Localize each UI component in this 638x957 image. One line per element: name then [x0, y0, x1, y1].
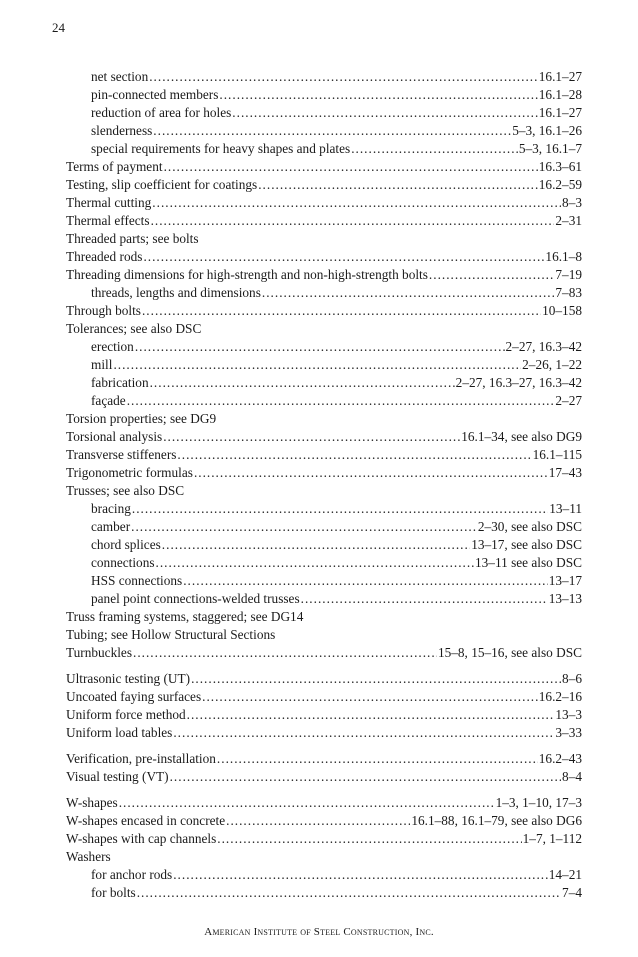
index-page-reference: 14–21 — [548, 867, 582, 882]
index-term: mill — [91, 357, 113, 372]
index-term: special requirements for heavy shapes and plates — [91, 141, 351, 156]
index-term: connections — [91, 555, 155, 570]
index-entry — [66, 750, 582, 768]
dot-leader — [113, 356, 521, 374]
index-term: Trigonometric formulas — [66, 465, 193, 480]
index-term: fabrication — [91, 375, 149, 390]
index-term: bracing — [91, 501, 131, 516]
index-term: for anchor rods — [91, 867, 173, 882]
dot-leader — [163, 428, 460, 446]
index-entry — [66, 158, 582, 176]
index-page-reference: 16.1–8 — [545, 249, 582, 264]
index-entry — [66, 626, 582, 644]
index-entry — [66, 608, 582, 626]
index-entry — [66, 428, 582, 446]
index-page-reference: 2–30, see also DSC — [477, 519, 582, 534]
index-page-reference: 5–3, 16.1–26 — [512, 123, 582, 138]
index-term: erection — [91, 339, 134, 354]
index-term: Torsional analysis — [66, 429, 163, 444]
index-entry — [66, 248, 582, 266]
dot-leader — [183, 572, 548, 590]
dot-leader — [187, 706, 555, 724]
dot-leader — [156, 554, 474, 572]
index-term: Washers — [66, 849, 111, 864]
index-term: Truss framing systems, staggered; see DG14 — [66, 609, 304, 624]
index-page-reference: 16.2–43 — [538, 751, 582, 766]
dot-leader — [226, 812, 410, 830]
index-term: Tolerances; see also DSC — [66, 321, 202, 336]
dot-leader — [143, 248, 544, 266]
index-term: W-shapes with cap channels — [66, 831, 217, 846]
index-subentry — [66, 68, 582, 86]
index-page-reference: 2–31 — [555, 213, 582, 228]
index-entry — [66, 706, 582, 724]
index-page-reference: 3–33 — [555, 725, 582, 740]
index-term: Ultrasonic testing (UT) — [66, 671, 191, 686]
dot-leader — [301, 590, 548, 608]
index-term: Terms of payment — [66, 159, 163, 174]
dot-leader — [142, 302, 541, 320]
index-subentry — [66, 374, 582, 392]
index-page-reference: 1–3, 1–10, 17–3 — [495, 795, 582, 810]
index-term: panel point connections-welded trusses — [91, 591, 300, 606]
index-entry — [66, 794, 582, 812]
dot-leader — [258, 176, 538, 194]
index-subentry — [66, 356, 582, 374]
index-term: Thermal cutting — [66, 195, 152, 210]
dot-leader — [177, 446, 531, 464]
index-page-reference: 2–26, 1–22 — [522, 357, 582, 372]
index-page-reference: 16.2–16 — [538, 689, 582, 704]
index-entry — [66, 812, 582, 830]
index-term: chord splices — [91, 537, 161, 552]
index-list — [66, 68, 582, 902]
index-page-reference: 13–11 — [549, 501, 582, 516]
index-entry — [66, 266, 582, 284]
page-number: 24 — [52, 20, 65, 35]
index-term: Testing, slip coefficient for coatings — [66, 177, 258, 192]
index-entry — [66, 688, 582, 706]
index-entry — [66, 830, 582, 848]
dot-leader — [132, 500, 548, 518]
index-term: pin-connected members — [91, 87, 219, 102]
dot-leader — [135, 338, 505, 356]
index-page-reference: 16.1–27 — [538, 105, 582, 120]
index-term: W-shapes encased in concrete — [66, 813, 226, 828]
index-term: Visual testing (VT) — [66, 769, 169, 784]
index-entry — [66, 410, 582, 428]
index-page-reference: 17–43 — [548, 465, 582, 480]
index-page-reference: 16.1–34, see also DG9 — [461, 429, 582, 444]
index-entry — [66, 644, 582, 662]
index-term: Tubing; see Hollow Structural Sections — [66, 627, 276, 642]
dot-leader — [429, 266, 554, 284]
dot-leader — [164, 158, 538, 176]
index-page-reference: 16.1–27 — [538, 69, 582, 84]
index-subentry — [66, 338, 582, 356]
index-page-reference: 2–27, 16.3–42 — [505, 339, 582, 354]
index-entry — [66, 724, 582, 742]
dot-leader — [151, 212, 555, 230]
index-page-reference: 8–6 — [562, 671, 582, 686]
index-term: HSS connections — [91, 573, 183, 588]
index-term: façade — [91, 393, 126, 408]
index-page-reference: 2–27, 16.3–27, 16.3–42 — [455, 375, 582, 390]
index-subentry — [66, 104, 582, 122]
index-subentry — [66, 866, 582, 884]
index-page-reference: 16.3–61 — [538, 159, 582, 174]
index-page-reference: 15–8, 15–16, see also DSC — [437, 645, 582, 660]
index-term: Uncoated faying surfaces — [66, 689, 202, 704]
index-entry — [66, 176, 582, 194]
index-term: threads, lengths and dimensions — [91, 285, 261, 300]
index-term: Thermal effects — [66, 213, 150, 228]
dot-leader — [137, 884, 561, 902]
index-page-reference: 13–13 — [548, 591, 582, 606]
index-page-reference: 13–17, see also DSC — [471, 537, 582, 552]
index-subentry — [66, 518, 582, 536]
index-entry — [66, 194, 582, 212]
index-term: Torsion properties; see DG9 — [66, 411, 217, 426]
index-page-reference: 7–4 — [562, 885, 582, 900]
index-term: for bolts — [91, 885, 136, 900]
index-entry — [66, 848, 582, 866]
index-page-reference: 8–3 — [562, 195, 582, 210]
index-entry — [66, 446, 582, 464]
dot-leader — [127, 392, 555, 410]
dot-leader — [219, 86, 537, 104]
dot-leader — [149, 68, 538, 86]
index-subentry — [66, 284, 582, 302]
index-term: Through bolts — [66, 303, 141, 318]
dot-leader — [232, 104, 537, 122]
index-subentry — [66, 392, 582, 410]
dot-leader — [217, 830, 521, 848]
index-page-reference: 16.1–88, 16.1–79, see also DG6 — [411, 813, 582, 828]
index-term: reduction of area for holes — [91, 105, 232, 120]
page-footer: American Institute of Steel Construction, Inc. — [204, 926, 434, 938]
dot-leader — [152, 194, 561, 212]
index-entry — [66, 482, 582, 500]
index-page-reference: 13–17 — [548, 573, 582, 588]
index-page-reference: 2–27 — [555, 393, 582, 408]
index-entry — [66, 230, 582, 248]
dot-leader — [162, 536, 470, 554]
dot-leader — [217, 750, 538, 768]
dot-leader — [131, 518, 477, 536]
index-term: net section — [91, 69, 149, 84]
index-term: Threaded parts; see bolts — [66, 231, 199, 246]
index-term: W-shapes — [66, 795, 118, 810]
index-term: slenderness — [91, 123, 153, 138]
index-page-reference: 1–7, 1–112 — [522, 831, 582, 846]
index-term: Threaded rods — [66, 249, 143, 264]
index-page-reference: 13–3 — [555, 707, 582, 722]
index-page-reference: 16.2–59 — [538, 177, 582, 192]
dot-leader — [150, 374, 455, 392]
dot-leader — [194, 464, 548, 482]
index-page-reference: 8–4 — [562, 769, 582, 784]
index-subentry — [66, 884, 582, 902]
dot-leader — [173, 866, 548, 884]
index-term: Verification, pre-installation — [66, 751, 216, 766]
index-term: Uniform force method — [66, 707, 186, 722]
index-entry — [66, 320, 582, 338]
index-page-reference: 7–83 — [555, 285, 582, 300]
dot-leader — [133, 644, 437, 662]
index-page-reference: 16.1–115 — [532, 447, 582, 462]
dot-leader — [153, 122, 511, 140]
index-term: Uniform load tables — [66, 725, 173, 740]
index-term: Turnbuckles — [66, 645, 132, 660]
index-entry — [66, 464, 582, 482]
index-entry — [66, 768, 582, 786]
index-subentry — [66, 140, 582, 158]
index-subentry — [66, 590, 582, 608]
index-entry — [66, 302, 582, 320]
index-term: camber — [91, 519, 131, 534]
dot-leader — [191, 670, 561, 688]
dot-leader — [173, 724, 554, 742]
index-entry — [66, 212, 582, 230]
dot-leader — [119, 794, 495, 812]
index-page-reference: 5–3, 16.1–7 — [518, 141, 582, 156]
index-subentry — [66, 554, 582, 572]
index-term: Trusses; see also DSC — [66, 483, 185, 498]
index-page-reference: 13–11 see also DSC — [475, 555, 582, 570]
index-term: Transverse stiffeners — [66, 447, 177, 462]
index-subentry — [66, 536, 582, 554]
index-subentry — [66, 86, 582, 104]
index-page-reference: 16.1–28 — [538, 87, 582, 102]
index-page-reference: 10–158 — [542, 303, 582, 318]
dot-leader — [351, 140, 518, 158]
index-subentry — [66, 572, 582, 590]
index-subentry — [66, 500, 582, 518]
index-term: Threading dimensions for high-strength and non-high-strength bolts — [66, 267, 428, 282]
dot-leader — [170, 768, 561, 786]
dot-leader — [202, 688, 538, 706]
index-subentry — [66, 122, 582, 140]
index-entry — [66, 670, 582, 688]
index-page-reference: 7–19 — [555, 267, 582, 282]
dot-leader — [262, 284, 555, 302]
